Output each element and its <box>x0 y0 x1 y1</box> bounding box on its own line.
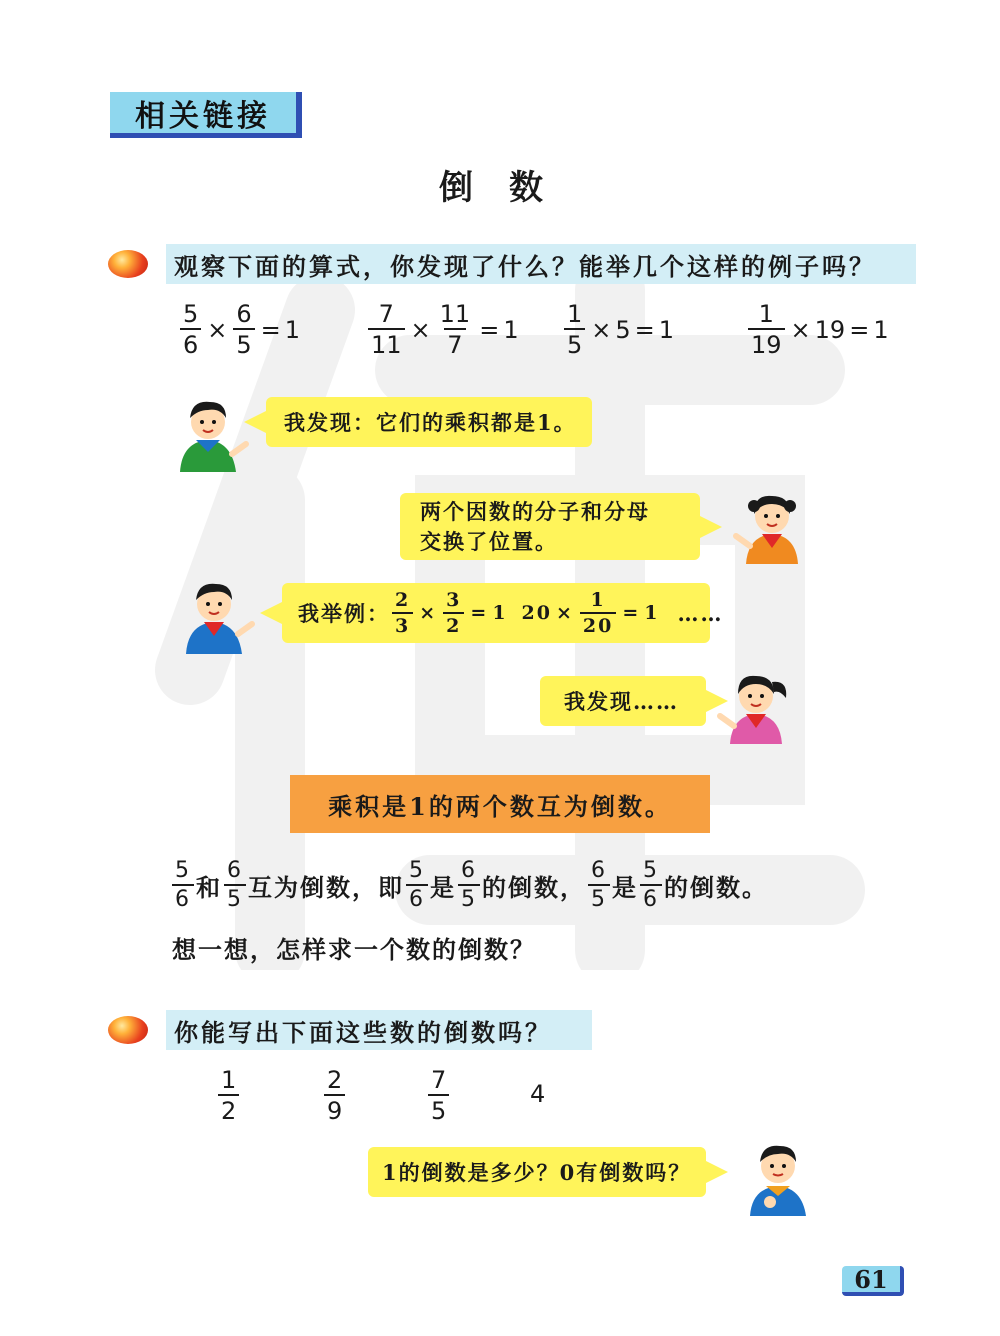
denominator: 5 <box>224 884 246 911</box>
speech-bubble-4 <box>540 676 706 726</box>
fraction <box>172 860 194 911</box>
equals-sign: = <box>634 315 655 344</box>
denominator: 5 <box>428 1094 449 1123</box>
operator: × <box>556 602 574 624</box>
fraction <box>640 860 662 911</box>
text: 是 <box>430 873 456 902</box>
fraction <box>437 302 474 357</box>
ellipsis: …… <box>677 600 724 626</box>
definition-text: 乘积是1的两个数互为倒数。 <box>328 791 672 821</box>
section-tag: 相关链接 <box>110 92 302 138</box>
fraction <box>180 302 201 357</box>
number-4 <box>530 1080 545 1108</box>
page-number: 61 <box>842 1266 904 1296</box>
speech-bubble-3 <box>282 583 724 643</box>
result: 1 <box>873 315 889 344</box>
boy-character-icon <box>740 1136 820 1216</box>
equals-sign: = <box>470 602 489 624</box>
operator: × <box>207 315 228 344</box>
think-text: 想一想，怎样求一个数的倒数？ <box>172 935 536 964</box>
number-2 <box>322 1068 347 1123</box>
girl-character-icon <box>732 484 812 564</box>
factor: 5 <box>615 315 631 344</box>
equation-4 <box>746 302 889 357</box>
numerator: 11 <box>439 300 471 328</box>
equals-sign: = <box>260 315 281 344</box>
fraction <box>406 860 428 911</box>
question-text: 观察下面的算式，你发现了什么？能举几个这样的例子吗？ <box>174 251 876 281</box>
bubble-prefix: 我举例： <box>298 601 390 626</box>
result: 1 <box>284 315 301 344</box>
bubble-text: 我发现…… <box>564 689 679 714</box>
equation-2 <box>366 302 519 357</box>
bubble-text: 1的倒数是多少？0有倒数吗？ <box>382 1160 692 1185</box>
fraction <box>748 302 785 357</box>
fraction <box>443 588 464 637</box>
equation-3 <box>562 302 674 357</box>
denominator: 6 <box>640 884 662 911</box>
definition-box <box>290 775 710 833</box>
numerator: 7 <box>378 300 394 328</box>
denominator: 5 <box>458 884 480 911</box>
boy-character-icon <box>176 574 256 654</box>
girl-character-icon <box>716 664 796 744</box>
numerator: 3 <box>446 588 462 611</box>
fraction <box>580 588 616 637</box>
numerator: 5 <box>175 858 191 883</box>
denominator: 5 <box>588 884 610 911</box>
text: 互为倒数，即 <box>248 873 404 902</box>
bullet-ball-icon <box>108 250 148 278</box>
factor: 20 <box>521 602 552 624</box>
factor: 19 <box>814 315 846 344</box>
question-bar-2 <box>166 1010 592 1050</box>
numerator: 5 <box>409 858 425 883</box>
fraction <box>392 588 413 637</box>
denominator: 7 <box>444 328 465 357</box>
example-equation-2 <box>521 588 660 637</box>
numerator: 5 <box>643 858 659 883</box>
operator: × <box>419 602 438 624</box>
numerator: 1 <box>221 1066 237 1094</box>
numerator: 7 <box>431 1066 447 1094</box>
denominator: 11 <box>368 328 405 357</box>
fraction <box>324 1068 345 1123</box>
question-bar-1 <box>166 244 916 284</box>
numerator: 1 <box>758 300 774 328</box>
bubble-text: 我发现：它们的乘积都是1。 <box>284 410 577 435</box>
number-1 <box>216 1068 241 1123</box>
numerator: 6 <box>461 858 477 883</box>
result: 1 <box>503 315 519 344</box>
numerator: 6 <box>236 300 252 328</box>
speech-bubble-1 <box>266 397 592 447</box>
equals-sign: = <box>479 315 500 344</box>
numerator: 2 <box>327 1066 343 1094</box>
denominator: 6 <box>180 328 201 357</box>
fraction <box>218 1068 239 1123</box>
operator: × <box>591 315 612 344</box>
question-text: 你能写出下面这些数的倒数吗？ <box>174 1017 552 1047</box>
text: 和 <box>196 873 222 902</box>
example-equation-1 <box>390 588 508 637</box>
fraction <box>224 860 246 911</box>
denominator: 6 <box>406 884 428 911</box>
denominator: 3 <box>392 612 413 636</box>
denominator: 2 <box>443 612 464 636</box>
denominator: 5 <box>233 328 254 357</box>
fraction <box>458 860 480 911</box>
bubble-text-line-2: 交换了位置。 <box>420 528 558 554</box>
denominator: 9 <box>324 1094 345 1123</box>
numerator: 5 <box>183 300 199 328</box>
text: 的倒数， <box>482 873 586 902</box>
equation-1 <box>178 302 300 357</box>
denominator: 6 <box>172 884 194 911</box>
number-3 <box>426 1068 451 1123</box>
page-title: 倒数 <box>439 168 579 208</box>
result: 1 <box>658 315 675 344</box>
text: 的倒数。 <box>664 873 768 902</box>
result: 1 <box>644 602 660 624</box>
fraction <box>233 302 254 357</box>
speech-bubble-2 <box>400 493 700 560</box>
text: 是 <box>612 873 638 902</box>
fraction <box>428 1068 449 1123</box>
fraction <box>588 860 610 911</box>
whole-number: 4 <box>530 1080 546 1108</box>
fraction <box>368 302 405 357</box>
denominator: 20 <box>580 612 616 636</box>
fraction <box>564 302 585 357</box>
numerator: 6 <box>227 858 243 883</box>
operator: × <box>410 315 431 344</box>
numerator: 1 <box>567 300 583 328</box>
numerator: 1 <box>590 588 606 611</box>
boy-character-icon <box>170 392 250 472</box>
equals-sign: = <box>622 602 641 624</box>
bubble-text-line-1: 两个因数的分子和分母 <box>420 498 650 524</box>
denominator: 2 <box>218 1094 239 1123</box>
numerator: 2 <box>395 588 411 611</box>
explanation-line <box>170 860 768 911</box>
numerator: 6 <box>591 858 607 883</box>
result: 1 <box>492 602 508 624</box>
operator: × <box>790 315 811 344</box>
think-prompt <box>172 930 536 965</box>
speech-bubble-5 <box>368 1147 706 1197</box>
denominator: 5 <box>564 328 585 357</box>
denominator: 19 <box>748 328 785 357</box>
bullet-ball-icon <box>108 1016 148 1044</box>
equals-sign: = <box>849 315 870 344</box>
